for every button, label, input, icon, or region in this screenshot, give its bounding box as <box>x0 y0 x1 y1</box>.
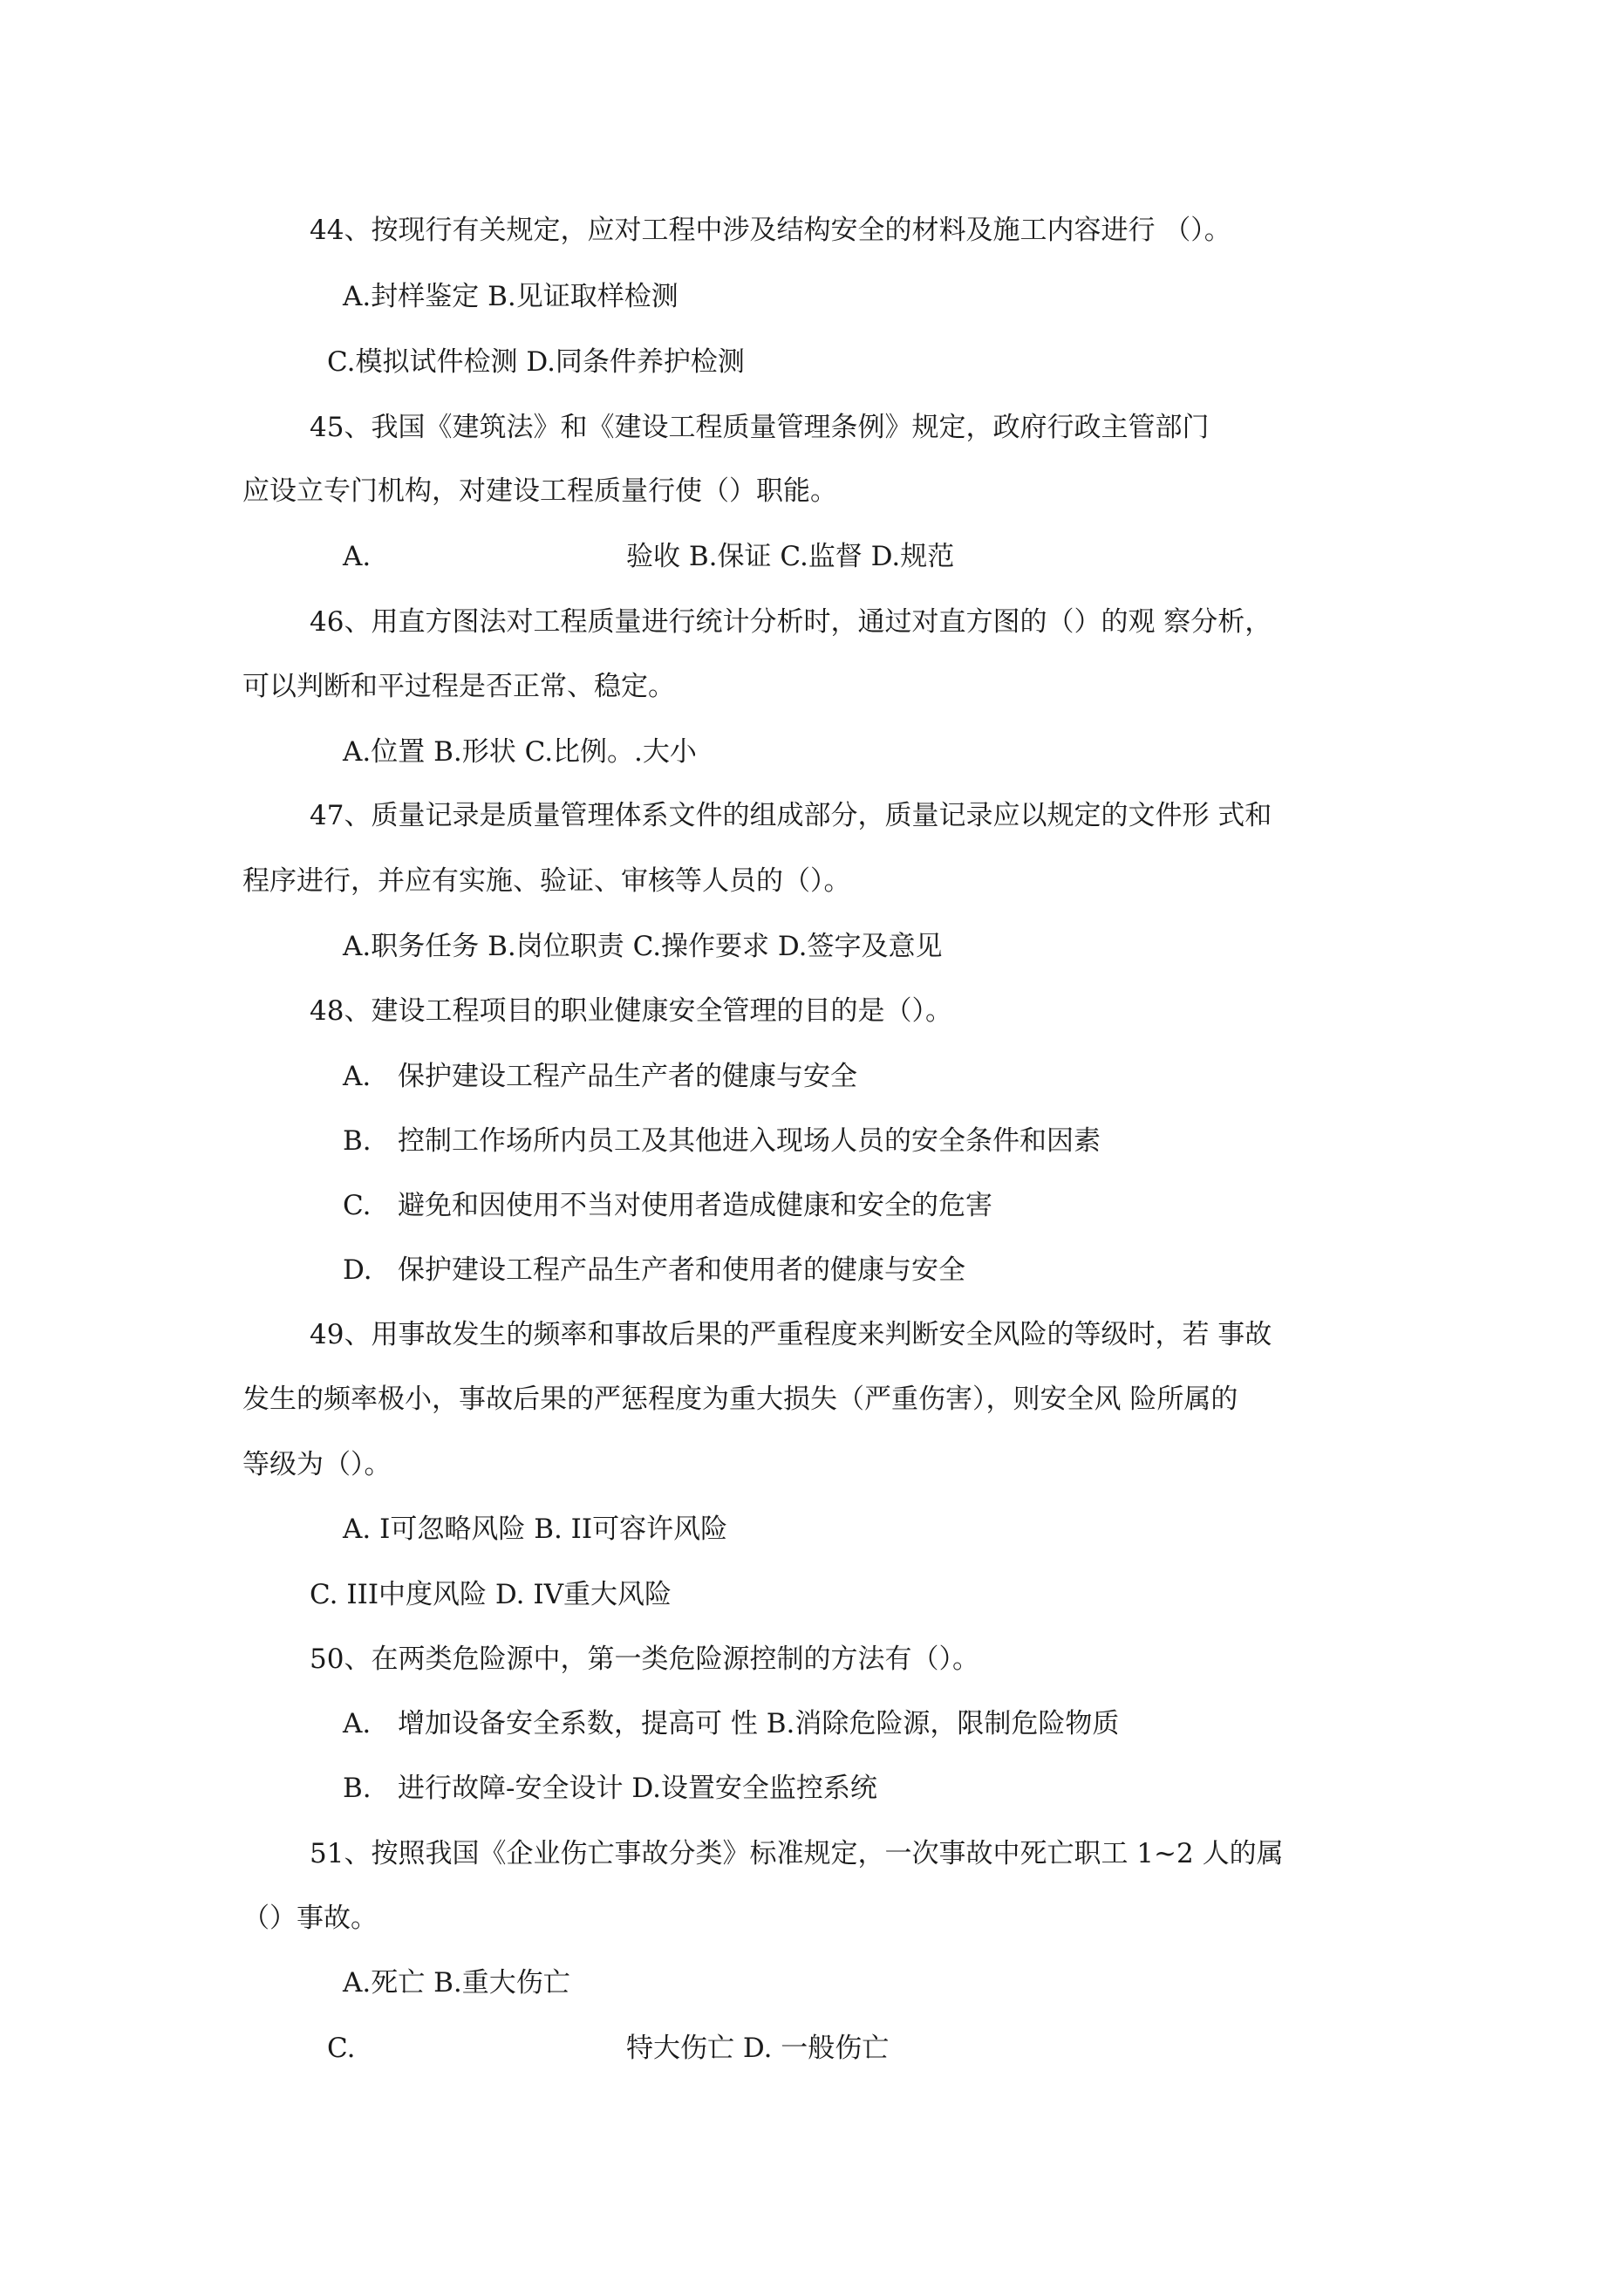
question-47-line-1: 47、质量记录是质量管理体系文件的组成部分，质量记录应以规定的文件形 式和 <box>310 800 1272 831</box>
question-45-line-2: 应设立专门机构，对建设工程质量行使（）职能。 <box>242 475 837 507</box>
question-48-option-a-text: 保护建设工程产品生产者的健康与安全 <box>398 1061 857 1092</box>
question-44-options-cd: C.模拟试件检测 D.同条件养护检测 <box>327 346 745 378</box>
question-46-options: A.位置 B.形状 C.比例。.大小 <box>343 736 697 768</box>
question-48-option-a-key: A. <box>343 1061 372 1092</box>
question-48: 48、建设工程项目的职业健康安全管理的目的是（）。 <box>310 995 952 1027</box>
question-49-line-2: 发生的频率极小，事故后果的严惩程度为重大损失（严重伤害），则安全风 险所属的 <box>242 1384 1238 1415</box>
question-48-option-c-text: 避免和因使用不当对使用者造成健康和安全的危害 <box>398 1190 992 1221</box>
question-46-line-1: 46、用直方图法对工程质量进行统计分析时，通过对直方图的（）的观 察分析， <box>310 606 1272 638</box>
question-48-option-d-text: 保护建设工程产品生产者和使用者的健康与安全 <box>398 1254 965 1286</box>
question-48-option-b-key: B. <box>343 1125 372 1157</box>
question-48-option-c-key: C. <box>343 1190 372 1221</box>
question-50-option-a-text: 增加设备安全系数，提高可 性 B.消除危险源，限制危险物质 <box>398 1708 1120 1739</box>
question-46-line-2: 可以判断和平过程是否正常、稳定。 <box>242 671 675 702</box>
question-51-line-1: 51、按照我国《企业伤亡事故分类》标准规定，一次事故中死亡职工 1~2 人的属 <box>310 1838 1284 1869</box>
question-50-option-b-text: 进行故障-安全设计 D.设置安全监控系统 <box>398 1773 877 1804</box>
question-50-option-a-key: A. <box>343 1708 372 1739</box>
question-47-line-2: 程序进行，并应有实施、验证、审核等人员的（）。 <box>242 865 851 897</box>
question-48-option-d-key: D. <box>343 1254 372 1286</box>
question-49-options-ab: A. I可忽略风险 B. II可容许风险 <box>343 1514 728 1545</box>
question-49-options-cd: C. III中度风险 D. IV重大风险 <box>310 1579 672 1610</box>
question-48-option-b-text: 控制工作场所内员工及其他进入现场人员的安全条件和因素 <box>398 1125 1101 1157</box>
question-51-options-cd: 特大伤亡 D. 一般伤亡 <box>626 2033 890 2064</box>
question-45-line-1: 45、我国《建筑法》和《建设工程质量管理条例》规定，政府行政主管部门 <box>310 412 1210 443</box>
question-47-options: A.职务任务 B.岗位职责 C.操作要求 D.签字及意见 <box>343 931 943 962</box>
question-49-line-1: 49、用事故发生的频率和事故后果的严重程度来判断安全风险的等级时，若 事故 <box>310 1319 1272 1350</box>
question-45-options: 验收 B.保证 C.监督 D.规范 <box>626 541 955 572</box>
question-44-options-ab: A.封样鉴定 B.见证取样检测 <box>343 281 679 312</box>
question-50: 50、在两类危险源中，第一类危险源控制的方法有（）。 <box>310 1643 979 1675</box>
question-50-option-b-key: B. <box>343 1773 372 1804</box>
question-45-option-a-label: A. <box>343 541 372 572</box>
question-51-option-c-label: C. <box>327 2033 356 2064</box>
question-51-options-ab: A.死亡 B.重大伤亡 <box>343 1967 570 1999</box>
question-44: 44、按现行有关规定，应对工程中涉及结构安全的材料及施工内容进行 （）。 <box>310 215 1231 246</box>
question-51-line-2: （）事故。 <box>242 1903 378 1934</box>
question-49-line-3: 等级为（）。 <box>242 1449 392 1480</box>
